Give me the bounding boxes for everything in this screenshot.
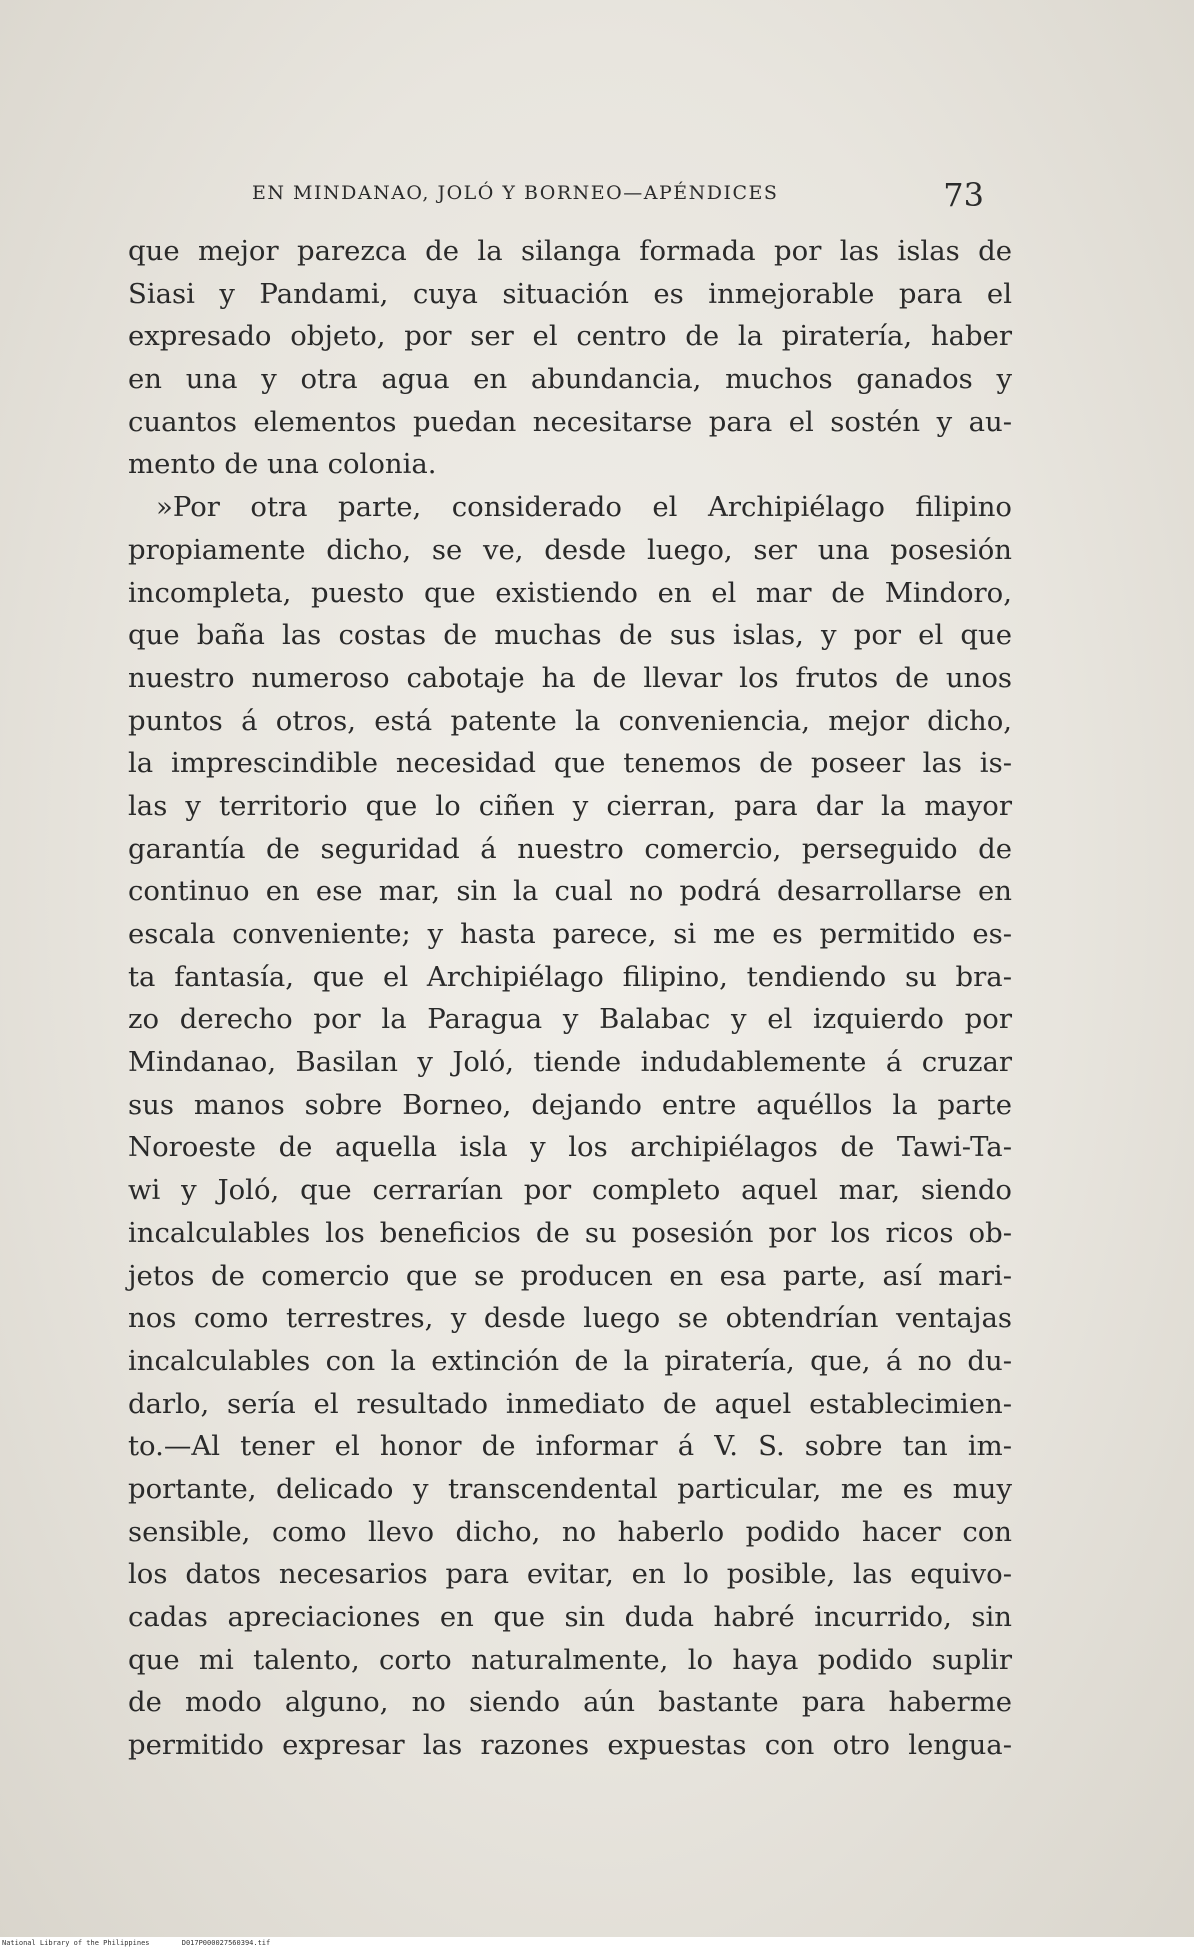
text-line: que baña las costas de muchas de sus islas, y por el que [128,619,1012,652]
text-line: cadas apreciaciones en que sin duda habré incurrido, sin [128,1601,1012,1633]
page-number: 73 [943,176,984,214]
scan-footer [0,1937,1194,1950]
text-line: darlo, sería el resultado inmediato de aquel establecimien- [128,1387,1012,1420]
text-line: que mejor parezca de la silanga formada por las islas de [128,235,1012,267]
text-line: escala conveniente; y hasta parece, si me es permitido es- [128,918,1012,950]
text-line: incalculables con la extinción de la piratería, que, á no du- [128,1344,1012,1377]
text-line: mento de una colonia. [128,448,437,481]
text-line: Noroeste de aquella isla y los archipiélagos de Tawi-Ta- [128,1131,1012,1164]
running-head: EN MINDANAO, JOLÓ Y BORNEO—APÉNDICES [252,182,779,204]
text-line: incompleta, puesto que existiendo en el mar de Mindoro, [128,576,1012,609]
text-line: la imprescindible necesidad que tenemos de poseer las is- [128,747,1012,780]
text-line: incalculables los beneficios de su posesión por los ricos ob- [128,1216,1012,1249]
text-line: sensible, como llevo dicho, no haberlo podido hacer con [128,1515,1012,1548]
text-line: los datos necesarios para evitar, en lo posible, las equivo- [128,1558,1012,1591]
text-line-paragraph-start: »Por otra parte, considerado el Archipiélago filipino [156,491,1012,524]
text-line: Mindanao, Basilan y Joló, tiende indudablemente á cruzar [128,1046,1012,1079]
text-line: portante, delicado y transcendental particular, me es muy [128,1472,1012,1505]
text-line: cuantos elementos puedan necesitarse para el sostén y au- [128,405,1012,438]
text-line: las y territorio que lo ciñen y cierran, para dar la mayor [128,789,1012,822]
text-line: sus manos sobre Borneo, dejando entre aquéllos la parte [128,1088,1012,1121]
text-line: Siasi y Pandami, cuya situación es inmejorable para el [128,277,1012,310]
text-line: que mi talento, corto naturalmente, lo haya podido suplir [128,1643,1012,1676]
text-line: ta fantasía, que el Archipiélago filipino, tendiendo su bra- [128,960,1012,993]
library-credit: National Library of the Philippines [2,1939,150,1947]
text-line: nuestro numeroso cabotaje ha de llevar los frutos de unos [128,661,1012,694]
text-line: permitido expresar las razones expuestas con otro lengua- [128,1729,1012,1762]
file-identifier: D017P000027560394.tif [181,1939,271,1947]
text-line: de modo alguno, no siendo aún bastante para haberme [128,1686,1012,1719]
text-line: propiamente dicho, se ve, desde luego, ser una posesión [128,533,1012,566]
text-line: nos como terrestres, y desde luego se obtendrían ventajas [128,1302,1012,1335]
text-line: continuo en ese mar, sin la cual no podrá desarrollarse en [128,875,1012,908]
text-line: to.—Al tener el honor de informar á V. S. sobre tan im- [128,1430,1012,1463]
text-line: en una y otra agua en abundancia, muchos ganados y [128,363,1012,396]
text-line: wi y Joló, que cerrarían por completo aquel mar, siendo [128,1174,1012,1207]
body-text [128,230,1012,1767]
page-header [252,176,1012,216]
text-line: puntos á otros, está patente la conveniencia, mejor dicho, [128,704,1012,737]
text-line: zo derecho por la Paragua y Balabac y el izquierdo por [128,1003,1012,1036]
text-line: expresado objeto, por ser el centro de la piratería, haber [128,320,1012,353]
text-line: garantía de seguridad á nuestro comercio, perseguido de [128,832,1012,865]
text-line: jetos de comercio que se producen en esa parte, así mari- [128,1259,1012,1292]
